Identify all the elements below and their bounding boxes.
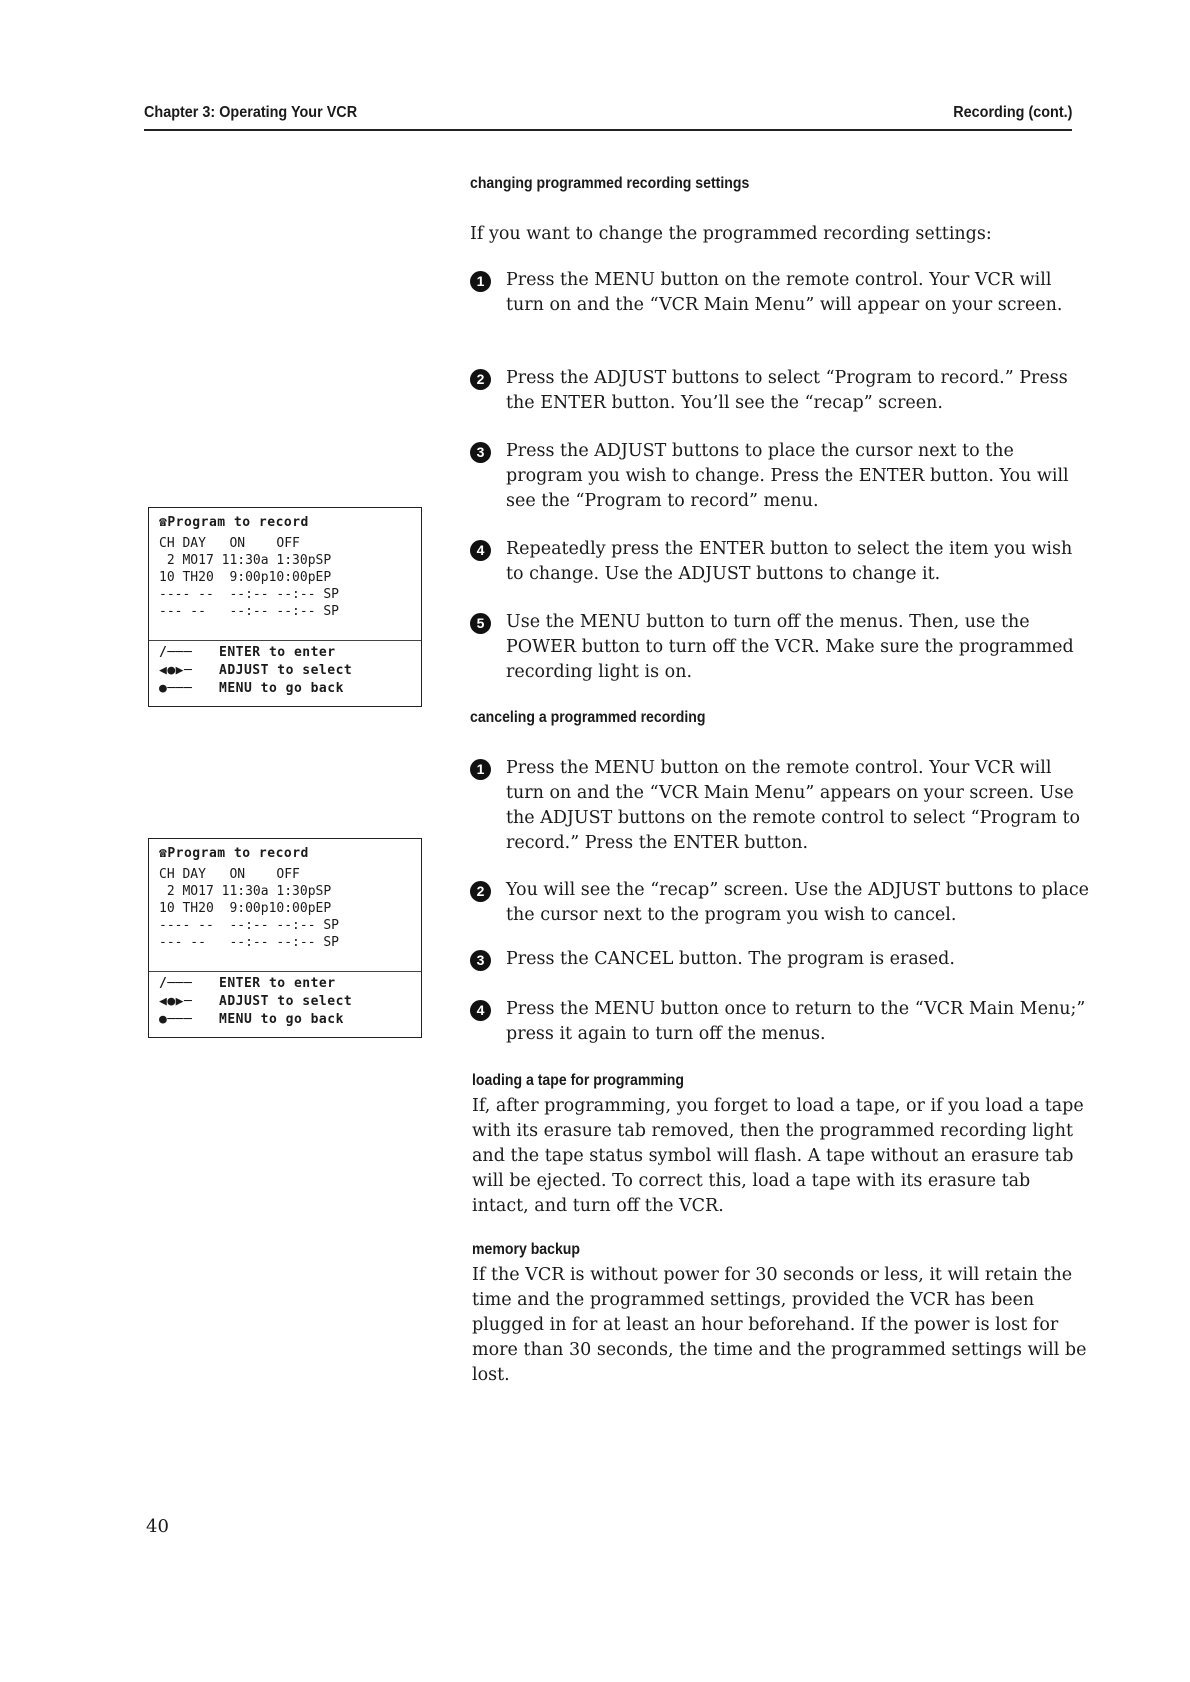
step-number-badge: 4: [470, 1000, 491, 1021]
changing-intro: If you want to change the programmed recording settings:: [470, 224, 992, 244]
enter-key-icon: /───: [159, 645, 193, 660]
step-number-badge: 1: [470, 759, 491, 780]
nav-adjust-line: ◀●▶─ ADJUST to select: [159, 663, 353, 678]
nav-adjust-line: ◀●▶─ ADJUST to select: [159, 994, 353, 1009]
step-text: Press the MENU button once to return to the “VCR Main Menu;” press it again to turn off the menus.: [506, 999, 1086, 1044]
step-number-badge: 3: [470, 950, 491, 971]
step-number-badge: 2: [470, 881, 491, 902]
screen-empty-row: --- -- --:-- --:-- SP: [159, 604, 340, 619]
screen-title: ☎Program to record: [159, 846, 309, 861]
section-title: Recording (cont.): [952, 104, 1072, 121]
nav-enter-line: /─── ENTER to enter: [159, 976, 336, 991]
changing-heading: changing programmed recording settings: [470, 175, 750, 192]
loading-text: If, after programming, you forget to load a tape, or if you load a tape with its erasure tab removed, then the programmed recording light and the tape status symbol will flash. A tape without an erasure tab will be ejected. To correct this, load a tape with its erasure tab intact, and turn off the VCR.: [472, 1096, 1084, 1216]
adjust-key-icon: ◀●▶─: [159, 994, 193, 1009]
phone-icon: ☎: [159, 515, 168, 530]
canceling-heading: canceling a programmed recording: [470, 709, 706, 726]
step-text: Use the MENU button to turn off the menus. Then, use the POWER button to turn off the VCR. Make sure the programmed recording light is on.: [506, 612, 1074, 682]
step-number-badge: 2: [470, 369, 491, 390]
program-to-record-screen-2: [148, 838, 422, 1038]
chapter-title: Chapter 3: Operating Your VCR: [144, 104, 358, 121]
menu-key-icon: ●───: [159, 1012, 193, 1027]
step-number-badge: 3: [470, 442, 491, 463]
screen-cursor-row: ---- -- --:-- --:-- SP: [159, 918, 340, 933]
adjust-key-icon: ◀●▶─: [159, 663, 193, 678]
memory-text: If the VCR is without power for 30 seconds or less, it will retain the time and the programmed settings, provided the VCR has been plugged in for at least an hour beforehand. If the power is lost for more than 30 seconds, the time and the programmed settings will be lost.: [472, 1265, 1087, 1385]
program-to-record-screen-1: [148, 507, 422, 707]
canceling-step-1: [470, 756, 1092, 856]
nav-menu-line: ●─── MENU to go back: [159, 681, 344, 696]
changing-step-3: [470, 439, 1092, 514]
screen-program-row: 10 TH20 9:00p10:00pEP: [159, 570, 332, 585]
canceling-step-4: [470, 997, 1092, 1047]
canceling-step-3: [470, 947, 1092, 972]
canceling-step-2: [470, 878, 1092, 928]
screen-cursor-row: ---- -- --:-- --:-- SP: [159, 587, 340, 602]
screen-divider: [149, 640, 421, 641]
screen-header-row: CH DAY ON OFF: [159, 867, 300, 882]
step-text: Press the MENU button on the remote control. Your VCR will turn on and the “VCR Main Menu” will appear on your screen.: [506, 270, 1063, 315]
changing-step-4: [470, 537, 1092, 587]
header-rule: [144, 129, 1072, 131]
memory-heading: memory backup: [472, 1241, 580, 1258]
screen-divider: [149, 971, 421, 972]
step-text: Press the ADJUST buttons to place the cursor next to the program you wish to change. Press the ENTER button. You will see the “Program to record” menu.: [506, 441, 1069, 511]
loading-heading: loading a tape for programming: [472, 1072, 684, 1089]
screen-program-row: 10 TH20 9:00p10:00pEP: [159, 901, 332, 916]
step-text: Press the CANCEL button. The program is erased.: [506, 949, 955, 969]
screen-program-row: 2 MO17 11:30a 1:30pSP: [159, 553, 332, 568]
step-number-badge: 4: [470, 540, 491, 561]
screen-header-row: CH DAY ON OFF: [159, 536, 300, 551]
nav-menu-line: ●─── MENU to go back: [159, 1012, 344, 1027]
step-text: Press the MENU button on the remote control. Your VCR will turn on and the “VCR Main Menu” appears on your screen. Use the ADJUST buttons on the remote control to select “Program to record.” Press the ENTER button.: [506, 758, 1081, 853]
page-number: 40: [146, 1516, 169, 1537]
screen-program-row: 2 MO17 11:30a 1:30pSP: [159, 884, 332, 899]
changing-step-1: [470, 268, 1092, 318]
step-text: Press the ADJUST buttons to select “Program to record.” Press the ENTER button. You’ll see the “recap” screen.: [506, 368, 1068, 413]
phone-icon: ☎: [159, 846, 168, 861]
screen-title: ☎Program to record: [159, 515, 309, 530]
nav-enter-line: /─── ENTER to enter: [159, 645, 336, 660]
step-number-badge: 5: [470, 613, 491, 634]
changing-step-2: [470, 366, 1092, 416]
changing-step-5: [470, 610, 1092, 685]
step-number-badge: 1: [470, 271, 491, 292]
menu-key-icon: ●───: [159, 681, 193, 696]
step-text: You will see the “recap” screen. Use the ADJUST buttons to place the cursor next to the program you wish to cancel.: [506, 880, 1090, 925]
step-text: Repeatedly press the ENTER button to select the item you wish to change. Use the ADJUST buttons to change it.: [506, 539, 1073, 584]
enter-key-icon: /───: [159, 976, 193, 991]
screen-empty-row: --- -- --:-- --:-- SP: [159, 935, 340, 950]
